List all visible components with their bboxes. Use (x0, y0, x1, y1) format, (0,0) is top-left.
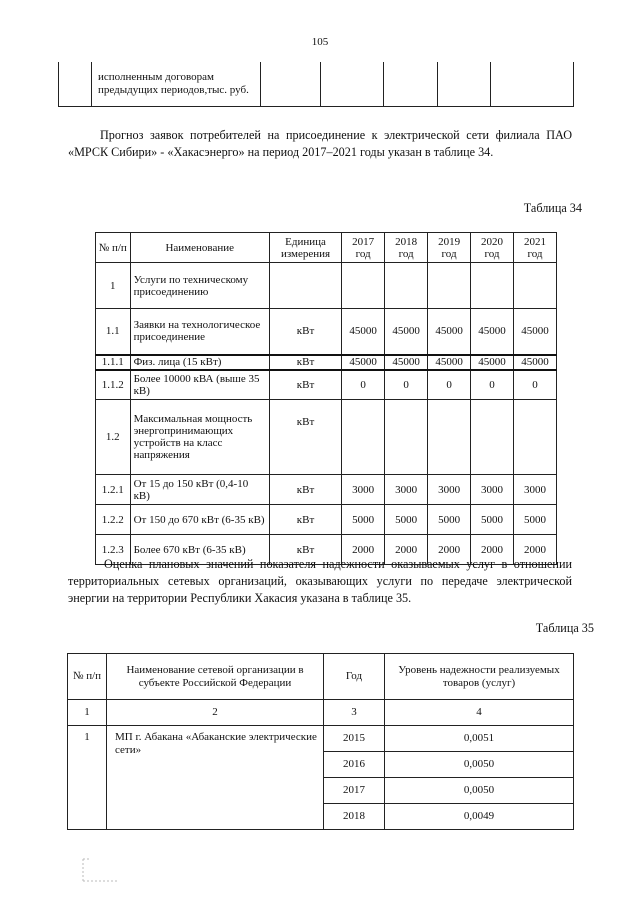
table-35-caption: Таблица 35 (535, 621, 594, 635)
table-row (96, 370, 557, 400)
row-value: 45000 (385, 309, 428, 355)
header-num: № п/п (68, 654, 107, 700)
row-value: 2000 (428, 535, 471, 565)
row-name: Заявки на технологическое присоединение (130, 309, 269, 355)
row-unit: кВт (269, 475, 341, 505)
row-unit: кВт (269, 505, 341, 535)
row-value: 0 (428, 370, 471, 400)
row-name: Максимальная мощность энергопринимающих устройств на класс напряжения (130, 400, 269, 475)
table-row (68, 726, 574, 752)
table-cell (438, 62, 491, 107)
page-number: 105 (311, 36, 329, 48)
row-value: 2000 (342, 535, 385, 565)
column-numbers-row (68, 700, 574, 726)
paragraph-1: Прогноз заявок потребителей на присоединение к электрической сети филиала ПАО «МРСК Сибири» - «Хакасэнерго» на период 2017–2021 годы указан в таблице 34. (68, 128, 572, 159)
table-row (96, 263, 557, 309)
row-unit: кВт (269, 400, 341, 475)
row-value: 45000 (471, 355, 514, 370)
row-value: 0 (471, 370, 514, 400)
row-value: 45000 (428, 355, 471, 370)
continued-text: исполненным договорам предыдущих периодов,тыс. руб. (92, 62, 261, 107)
table-row (96, 475, 557, 505)
row-value (514, 263, 557, 309)
row-value: 3000 (428, 475, 471, 505)
row-num: 1.2 (96, 400, 131, 475)
row-name: Более 670 кВт (6-35 кВ) (130, 535, 269, 565)
row-name: От 15 до 150 кВт (0,4-10 кВ) (130, 475, 269, 505)
row-num: 1 (96, 263, 131, 309)
header-org-name: Наименование сетевой организации в субъекте Российской Федерации (107, 654, 324, 700)
row-name: Услуги по техническому присоединению (130, 263, 269, 309)
table-cell (321, 62, 384, 107)
year-cell: 2018 (324, 804, 385, 830)
table-row (96, 355, 557, 370)
year-cell: 2016 (324, 752, 385, 778)
row-name: Более 10000 кВА (выше 35 кВ) (130, 370, 269, 400)
row-value (385, 263, 428, 309)
reliability-value: 0,0049 (385, 804, 574, 830)
row-value (471, 263, 514, 309)
row-value: 45000 (514, 355, 557, 370)
row-value: 5000 (471, 505, 514, 535)
row-name: Физ. лица (15 кВт) (130, 355, 269, 370)
table-row (96, 400, 557, 475)
row-value: 3000 (471, 475, 514, 505)
header-name: Наименование (130, 233, 269, 263)
header-year: 2018 год (385, 233, 428, 263)
row-value: 0 (342, 370, 385, 400)
row-value: 45000 (342, 355, 385, 370)
row-value (514, 400, 557, 475)
table-row (96, 309, 557, 355)
column-number: 3 (324, 700, 385, 726)
row-value: 45000 (514, 309, 557, 355)
row-value: 3000 (514, 475, 557, 505)
row-value (471, 400, 514, 475)
table-header-row (68, 654, 574, 700)
reliability-value: 0,0050 (385, 778, 574, 804)
org-name: МП г. Абакана «Абаканские электрические сети» (107, 726, 324, 830)
table-cell (491, 62, 574, 107)
row-num: 1.2.1 (96, 475, 131, 505)
row-num: 1.1 (96, 309, 131, 355)
reliability-value: 0,0051 (385, 726, 574, 752)
table-cell (59, 62, 92, 107)
column-number: 4 (385, 700, 574, 726)
row-num: 1.1.1 (96, 355, 131, 370)
row-value: 5000 (428, 505, 471, 535)
row-unit: кВт (269, 355, 341, 370)
header-year: 2021 год (514, 233, 557, 263)
header-num: № п/п (96, 233, 131, 263)
org-num: 1 (68, 726, 107, 830)
header-reliability: Уровень надежности реализуемых товаров (услуг) (385, 654, 574, 700)
row-value (342, 263, 385, 309)
row-value: 5000 (342, 505, 385, 535)
header-unit: Единица измерения (269, 233, 341, 263)
reliability-value: 0,0050 (385, 752, 574, 778)
row-value (428, 263, 471, 309)
row-value (342, 400, 385, 475)
year-cell: 2015 (324, 726, 385, 752)
row-unit: кВт (269, 370, 341, 400)
table-35 (67, 653, 574, 830)
scan-mark-icon (81, 855, 121, 885)
column-number: 2 (107, 700, 324, 726)
row-value: 2000 (514, 535, 557, 565)
header-year: 2017 год (342, 233, 385, 263)
row-value: 45000 (428, 309, 471, 355)
row-num: 1.2.2 (96, 505, 131, 535)
continued-table (58, 62, 574, 107)
row-unit: кВт (269, 535, 341, 565)
header-year: 2019 год (428, 233, 471, 263)
table-row (96, 505, 557, 535)
table-cell (384, 62, 438, 107)
row-value: 3000 (385, 475, 428, 505)
row-value (428, 400, 471, 475)
row-value: 45000 (471, 309, 514, 355)
paragraph-2: Оценка плановых значений показателя надежности оказываемых услуг в отношении территориальных сетевых организаций, оказывающих услуги по передаче электрической энергии на территории Республики Хакасия указана в таблице 35. (68, 557, 572, 605)
header-year: Год (324, 654, 385, 700)
row-num: 1.1.2 (96, 370, 131, 400)
row-value: 0 (514, 370, 557, 400)
table-header-row (96, 233, 557, 263)
row-value: 45000 (385, 355, 428, 370)
column-number: 1 (68, 700, 107, 726)
row-name: От 150 до 670 кВт (6-35 кВ) (130, 505, 269, 535)
table-34 (95, 232, 557, 565)
row-value (385, 400, 428, 475)
row-value: 5000 (385, 505, 428, 535)
row-value: 3000 (342, 475, 385, 505)
row-value: 45000 (342, 309, 385, 355)
header-year: 2020 год (471, 233, 514, 263)
row-num: 1.2.3 (96, 535, 131, 565)
table-34-caption: Таблица 34 (523, 201, 582, 215)
row-unit: кВт (269, 309, 341, 355)
row-value: 2000 (385, 535, 428, 565)
row-value: 0 (385, 370, 428, 400)
row-value: 5000 (514, 505, 557, 535)
row-unit (269, 263, 341, 309)
year-cell: 2017 (324, 778, 385, 804)
row-value: 2000 (471, 535, 514, 565)
table-cell (261, 62, 321, 107)
